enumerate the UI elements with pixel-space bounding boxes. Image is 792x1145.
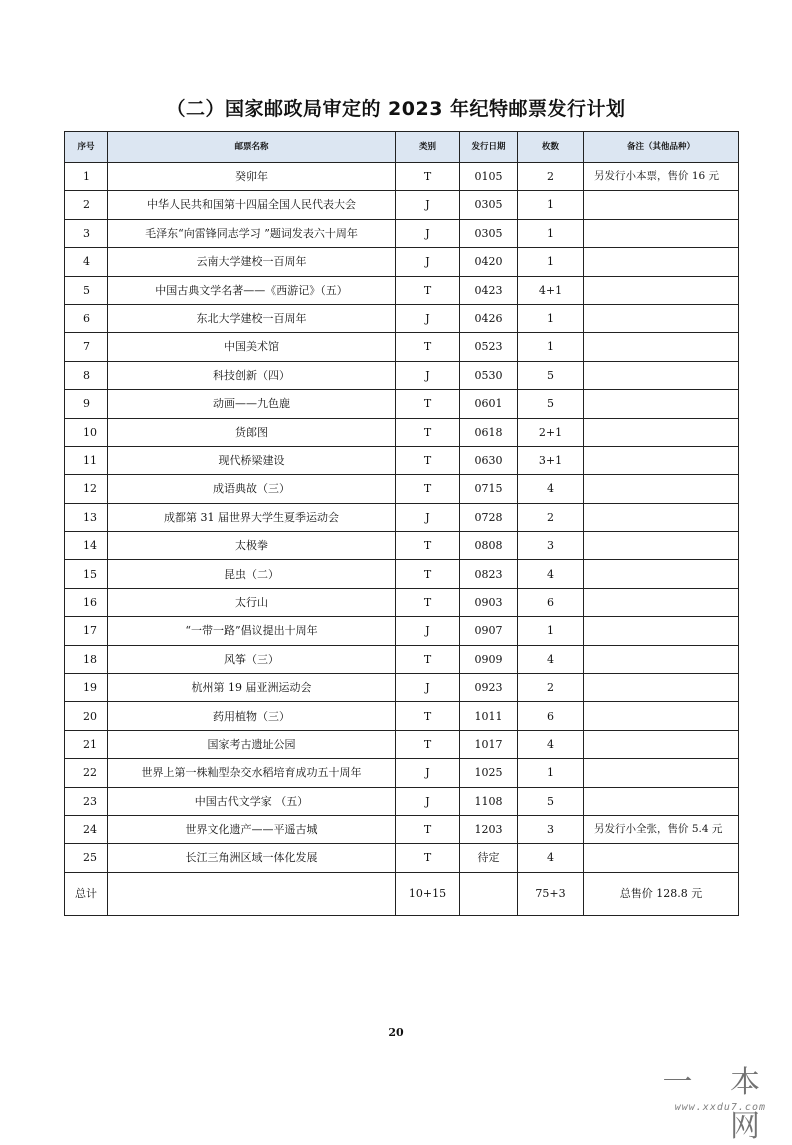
stamp-name: 成都第 31 届世界大学生夏季运动会: [108, 503, 396, 531]
stamp-type: J: [396, 219, 460, 247]
issue-date: 0808: [460, 532, 518, 560]
remark: [584, 219, 739, 247]
issue-date: 0909: [460, 645, 518, 673]
stamp-type: J: [396, 674, 460, 702]
issue-date: 1011: [460, 702, 518, 730]
remark: [584, 588, 739, 616]
stamp-count: 4: [518, 475, 584, 503]
issue-date: 0426: [460, 304, 518, 332]
stamp-count: 1: [518, 617, 584, 645]
issue-date: 待定: [460, 844, 518, 872]
stamp-name: 货郎图: [108, 418, 396, 446]
row-number: 16: [65, 588, 108, 616]
stamp-type: T: [396, 844, 460, 872]
stamp-count: 2+1: [518, 418, 584, 446]
remark: [584, 333, 739, 361]
issue-date: 0728: [460, 503, 518, 531]
table-row: [65, 702, 739, 730]
stamp-type: T: [396, 730, 460, 758]
stamp-count: 4: [518, 560, 584, 588]
remark: [584, 702, 739, 730]
remark: [584, 787, 739, 815]
stamp-count: 3: [518, 532, 584, 560]
stamp-count: 1: [518, 191, 584, 219]
row-number: 20: [65, 702, 108, 730]
stamp-type: J: [396, 304, 460, 332]
stamp-type: T: [396, 446, 460, 474]
row-number: 17: [65, 617, 108, 645]
row-number: 1: [65, 163, 108, 191]
row-number: 11: [65, 446, 108, 474]
table-row: [65, 361, 739, 389]
header-type: 类别: [396, 132, 460, 163]
stamp-type: J: [396, 787, 460, 815]
row-number: 13: [65, 503, 108, 531]
issue-date: 0523: [460, 333, 518, 361]
stamp-count: 1: [518, 219, 584, 247]
issue-date: 1108: [460, 787, 518, 815]
site-watermark: [624, 1057, 774, 1144]
stamp-count: 3: [518, 815, 584, 843]
stamp-type: T: [396, 475, 460, 503]
remark: 另发行小全张，售价 5.4 元: [584, 815, 739, 843]
table-row: [65, 815, 739, 843]
row-number: 10: [65, 418, 108, 446]
stamp-type: T: [396, 163, 460, 191]
stamp-type: T: [396, 390, 460, 418]
stamp-type: T: [396, 702, 460, 730]
remark: [584, 560, 739, 588]
stamp-name: 世界上第一株籼型杂交水稻培育成功五十周年: [108, 759, 396, 787]
watermark-url: www.xxdu7.com: [674, 1102, 766, 1113]
stamp-name: 长江三角洲区域一体化发展: [108, 844, 396, 872]
header-count: 枚数: [518, 132, 584, 163]
remark: [584, 503, 739, 531]
document-title: （二）国家邮政局审定的 2023 年纪特邮票发行计划: [166, 98, 626, 120]
stamp-type: J: [396, 617, 460, 645]
table-row: [65, 759, 739, 787]
stamp-count: 5: [518, 361, 584, 389]
issue-date: 0601: [460, 390, 518, 418]
issue-date: 1017: [460, 730, 518, 758]
issue-date: 0618: [460, 418, 518, 446]
issue-date: 0630: [460, 446, 518, 474]
stamp-name: 癸卯年: [108, 163, 396, 191]
page-number: 20: [388, 1026, 404, 1039]
remark: [584, 390, 739, 418]
total-remark: 总售价 128.8 元: [584, 872, 739, 915]
row-number: 8: [65, 361, 108, 389]
row-number: 12: [65, 475, 108, 503]
stamp-count: 5: [518, 787, 584, 815]
row-number: 21: [65, 730, 108, 758]
issue-date: 1025: [460, 759, 518, 787]
remark: [584, 418, 739, 446]
row-number: 22: [65, 759, 108, 787]
table-row: [65, 446, 739, 474]
remark: [584, 191, 739, 219]
total-type: 10+15: [396, 872, 460, 915]
stamp-name: 国家考古遗址公园: [108, 730, 396, 758]
row-number: 6: [65, 304, 108, 332]
issue-date: 0923: [460, 674, 518, 702]
remark: [584, 844, 739, 872]
issue-date: 1203: [460, 815, 518, 843]
stamp-count: 2: [518, 163, 584, 191]
table-row: [65, 503, 739, 531]
remark: [584, 674, 739, 702]
table-row: [65, 390, 739, 418]
issue-date: 0305: [460, 219, 518, 247]
table-row: [65, 645, 739, 673]
stamp-count: 1: [518, 248, 584, 276]
issue-date: 0530: [460, 361, 518, 389]
stamp-type: T: [396, 418, 460, 446]
issue-date: 0715: [460, 475, 518, 503]
row-number: 18: [65, 645, 108, 673]
table-row: [65, 588, 739, 616]
remark: [584, 276, 739, 304]
table-header-row: [65, 132, 739, 163]
row-number: 23: [65, 787, 108, 815]
remark: 另发行小本票，售价 16 元: [584, 163, 739, 191]
stamp-type: T: [396, 333, 460, 361]
table-row: [65, 163, 739, 191]
stamp-count: 1: [518, 304, 584, 332]
stamp-name: 太行山: [108, 588, 396, 616]
stamp-type: J: [396, 759, 460, 787]
stamp-count: 2: [518, 674, 584, 702]
stamp-name: 昆虫（二）: [108, 560, 396, 588]
issue-date: 0105: [460, 163, 518, 191]
issue-date: 0903: [460, 588, 518, 616]
stamp-count: 6: [518, 702, 584, 730]
remark: [584, 248, 739, 276]
table-row: [65, 418, 739, 446]
stamp-count: 3+1: [518, 446, 584, 474]
table-row: [65, 532, 739, 560]
remark: [584, 446, 739, 474]
row-number: 4: [65, 248, 108, 276]
stamp-name: 科技创新（四）: [108, 361, 396, 389]
row-number: 25: [65, 844, 108, 872]
table-row: [65, 219, 739, 247]
issue-date: 0823: [460, 560, 518, 588]
total-count: 75+3: [518, 872, 584, 915]
stamp-name: 风筝（三）: [108, 645, 396, 673]
issue-date: 0907: [460, 617, 518, 645]
table-row: [65, 304, 739, 332]
remark: [584, 361, 739, 389]
table-body: [65, 163, 739, 873]
total-row: [65, 872, 739, 915]
remark: [584, 645, 739, 673]
issue-date: 0423: [460, 276, 518, 304]
stamp-type: J: [396, 361, 460, 389]
row-number: 5: [65, 276, 108, 304]
stamp-name: 中国古代文学家 （五）: [108, 787, 396, 815]
stamp-name: 杭州第 19 届亚洲运动会: [108, 674, 396, 702]
row-number: 19: [65, 674, 108, 702]
stamp-name: 毛泽东“向雷锋同志学习 ”题词发表六十周年: [108, 219, 396, 247]
stamp-count: 1: [518, 333, 584, 361]
header-stamp-name: 邮票名称: [108, 132, 396, 163]
table-row: [65, 475, 739, 503]
remark: [584, 617, 739, 645]
row-number: 7: [65, 333, 108, 361]
table-row: [65, 787, 739, 815]
table-row: [65, 560, 739, 588]
header-issue-date: 发行日期: [460, 132, 518, 163]
stamp-type: T: [396, 645, 460, 673]
stamp-type: T: [396, 588, 460, 616]
stamp-type: T: [396, 815, 460, 843]
stamp-count: 4: [518, 730, 584, 758]
watermark-logo-text: 一 本 网: [662, 1065, 774, 1144]
issue-date: 0420: [460, 248, 518, 276]
total-name: [108, 872, 396, 915]
table-row: [65, 333, 739, 361]
table-row: [65, 674, 739, 702]
row-number: 9: [65, 390, 108, 418]
stamp-name: 成语典故（三）: [108, 475, 396, 503]
stamp-count: 2: [518, 503, 584, 531]
stamp-type: J: [396, 191, 460, 219]
issue-date: 0305: [460, 191, 518, 219]
total-date: [460, 872, 518, 915]
stamp-name: 药用植物（三）: [108, 702, 396, 730]
header-remark: 备注（其他品种）: [584, 132, 739, 163]
stamp-type: J: [396, 503, 460, 531]
total-label: 总计: [65, 872, 108, 915]
stamp-name: “一带一路”倡议提出十周年: [108, 617, 396, 645]
table-row: [65, 730, 739, 758]
remark: [584, 475, 739, 503]
stamp-name: 中华人民共和国第十四届全国人民代表大会: [108, 191, 396, 219]
stamp-count: 6: [518, 588, 584, 616]
stamp-type: T: [396, 560, 460, 588]
stamp-type: T: [396, 276, 460, 304]
stamp-issue-plan-table: [64, 131, 739, 916]
stamp-name: 世界文化遗产——平遥古城: [108, 815, 396, 843]
remark: [584, 759, 739, 787]
stamp-count: 4: [518, 645, 584, 673]
table-row: [65, 844, 739, 872]
remark: [584, 730, 739, 758]
table-row: [65, 276, 739, 304]
header-no: 序号: [65, 132, 108, 163]
stamp-name: 东北大学建校一百周年: [108, 304, 396, 332]
stamp-name: 动画——九色鹿: [108, 390, 396, 418]
stamp-count: 4+1: [518, 276, 584, 304]
stamp-count: 1: [518, 759, 584, 787]
stamp-name: 中国古典文学名著——《西游记》（五）: [108, 276, 396, 304]
row-number: 14: [65, 532, 108, 560]
stamp-name: 太极拳: [108, 532, 396, 560]
stamp-type: J: [396, 248, 460, 276]
table-row: [65, 248, 739, 276]
stamp-name: 现代桥梁建设: [108, 446, 396, 474]
stamp-count: 5: [518, 390, 584, 418]
remark: [584, 532, 739, 560]
table-row: [65, 617, 739, 645]
stamp-name: 云南大学建校一百周年: [108, 248, 396, 276]
stamp-type: T: [396, 532, 460, 560]
table-row: [65, 191, 739, 219]
stamp-count: 4: [518, 844, 584, 872]
row-number: 2: [65, 191, 108, 219]
stamp-name: 中国美术馆: [108, 333, 396, 361]
remark: [584, 304, 739, 332]
row-number: 15: [65, 560, 108, 588]
row-number: 24: [65, 815, 108, 843]
row-number: 3: [65, 219, 108, 247]
